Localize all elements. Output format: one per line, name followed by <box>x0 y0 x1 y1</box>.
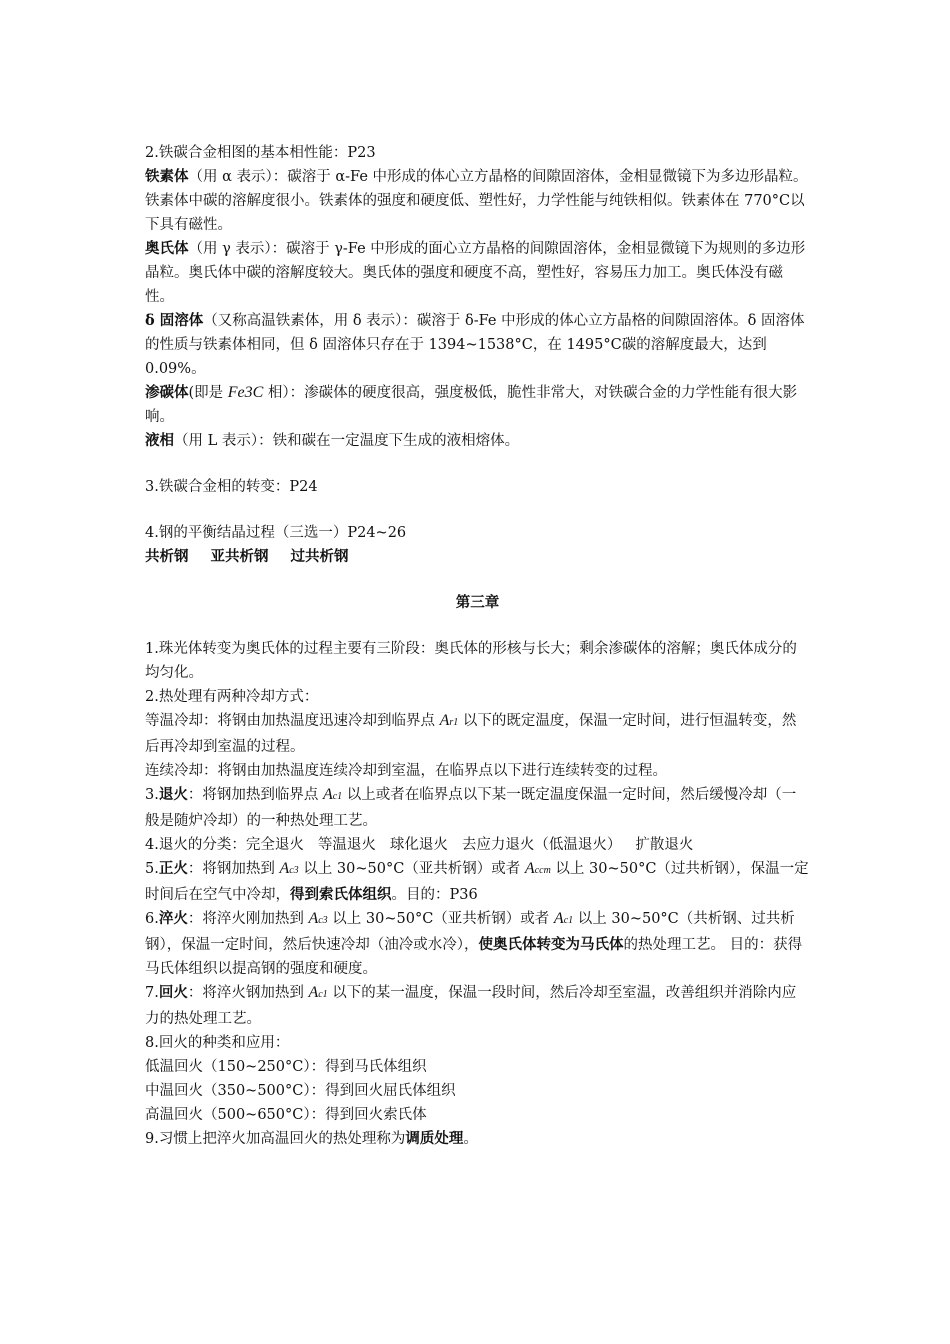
normalizing-paragraph <box>145 857 810 907</box>
q5-bold: 得到索氏体组织 <box>290 886 392 903</box>
q9-text-a: 9.习惯上把淬火加高温回火的热处理称为 <box>145 1131 406 1147</box>
q5-text-b: 以上 30~50°C（亚共析钢）或者 <box>298 861 525 877</box>
ch2-q2-heading: 2.铁碳合金相图的基本相性能：P23 <box>145 145 376 161</box>
liquid-text: （用 L 表示）：铁和碳在一定温度下生成的液相熔体。 <box>174 433 520 449</box>
q9-bold: 调质处理 <box>405 1130 464 1147</box>
q5-text-a: ：将钢加热到 <box>187 861 280 877</box>
austenite-paragraph <box>145 237 810 309</box>
q5-num: 5. <box>145 861 159 877</box>
iso-text-a: 等温冷却：将钢由加热温度迅速冷却到临界点 <box>145 713 440 729</box>
q7-num: 7. <box>145 985 159 1001</box>
isothermal-cooling <box>145 709 810 759</box>
cementite-paragraph <box>145 381 810 429</box>
q6-text-d: 的热处理工艺。 目的：获得马氏体组织以提高钢的强度和硬度。 <box>145 937 803 977</box>
q5-var1: A <box>279 860 290 877</box>
q6-text-b: 以上 30~50°C（亚共析钢）或者 <box>327 911 554 927</box>
temper-mid: 中温回火（350~500°C）：得到回火屈氏体组织 <box>145 1083 456 1099</box>
tempering-paragraph <box>145 981 810 1031</box>
q6-text-a: ：将淬火刚加热到 <box>187 911 309 927</box>
steel-types <box>145 545 810 569</box>
anneal-type-full: 完全退火 <box>245 837 304 853</box>
cementite-term: 渗碳体 <box>145 384 189 401</box>
delta-term: δ 固溶体 <box>145 312 204 329</box>
q5-var2: A <box>524 860 535 877</box>
q7-sub: c1 <box>318 989 328 1000</box>
delta-paragraph <box>145 309 810 381</box>
liquid-term: 液相 <box>145 432 174 449</box>
iso-text-b: 以下的既定温度，保温一定时间，进行恒温转变，然后再冷却到室温的过程。 <box>145 713 797 755</box>
temper-low: 低温回火（150~250°C）：得到马氏体组织 <box>145 1059 427 1075</box>
steel-hypereutectoid: 过共析钢 <box>290 548 349 565</box>
quenching-paragraph <box>145 907 810 981</box>
ch3-q9 <box>145 1127 810 1151</box>
anneal-type-spheroidizing: 球化退火 <box>389 837 448 853</box>
iso-var: A <box>439 712 450 729</box>
annealing-term: 退火 <box>158 786 188 803</box>
delta-text: （又称高温铁素体，用 δ 表示）：碳溶于 δ-Fe 中形成的体心立方晶格的间隙固溶体。δ 固溶体的性质与铁素体相同，但 δ 固溶体只存在于 1394~1538°C，在 1495°C碳的溶解度最大，达到 0.09%。 <box>145 313 805 377</box>
q6-text-c: 以上 30~50°C（共析钢、过共析钢），保温一定时间，然后快速冷却（油冷或水冷）， <box>145 911 795 953</box>
ch3-q8: 8.回火的种类和应用： <box>145 1035 290 1051</box>
q6-sub2: c1 <box>563 915 574 926</box>
austenite-term: 奥氏体 <box>145 240 189 257</box>
anneal-type-stress-relief: 去应力退火（低温退火） <box>461 837 622 853</box>
quenching-term: 淬火 <box>158 910 188 927</box>
steel-hypoeutectoid: 亚共析钢 <box>210 548 269 565</box>
q3-num: 3. <box>145 787 159 803</box>
ch2-q4-heading: 4.钢的平衡结晶过程（三选一）P24~26 <box>145 525 407 541</box>
q5-sub2: ccm <box>534 865 551 876</box>
q5-sub1: c3 <box>289 865 299 876</box>
ch2-q3-heading: 3.铁碳合金相的转变：P24 <box>145 479 318 495</box>
q7-text-b: 以下的某一温度，保温一段时间，然后冷却至室温，改善组织并消除内应力的热处理工艺。 <box>145 985 797 1027</box>
q7-var: A <box>308 984 319 1001</box>
ferrite-paragraph <box>145 165 810 237</box>
continuous-cooling: 连续冷却：将钢由加热温度连续冷却到室温，在临界点以下进行连续转变的过程。 <box>145 763 667 779</box>
steel-eutectoid: 共析钢 <box>145 548 189 565</box>
ch3-q1: 1.珠光体转变为奥氏体的过程主要有三阶段：奥氏体的形核与长大；剩余渗碳体的溶解；奥氏体成分的均匀化。 <box>145 641 797 681</box>
ferrite-text: （用 α 表示）：碳溶于 α-Fe 中形成的体心立方晶格的间隙固溶体，金相显微镜下为多边形晶粒。铁素体中碳的溶解度很小。铁素体的强度和硬度低、塑性好，力学性能与纯铁相似。铁素体在 770°C以下具有磁性。 <box>145 169 808 233</box>
q5-text-d: 。目的：P36 <box>391 887 478 903</box>
q3-sub: c1 <box>332 791 343 802</box>
cementite-formula: Fe3C <box>227 384 264 401</box>
ferrite-term: 铁素体 <box>145 168 189 185</box>
chapter-three-title: 第三章 <box>455 594 500 611</box>
q6-var2: A <box>553 910 564 927</box>
liquid-paragraph <box>145 429 810 453</box>
annealing-paragraph <box>145 783 810 833</box>
cementite-paren: (即是 <box>188 385 228 401</box>
ch3-q2: 2.热处理有两种冷却方式： <box>145 689 319 705</box>
document-page <box>145 141 810 1151</box>
temper-high: 高温回火（500~650°C）：得到回火索氏体 <box>145 1107 427 1123</box>
q3-text-a: ：将钢加热到临界点 <box>187 787 323 803</box>
q3-text-b: 以上或者在临界点以下某一既定温度保温一定时间，然后缓慢冷却（一般是随炉冷却）的一种热处理工艺。 <box>145 787 797 829</box>
q6-sub1: c3 <box>318 915 328 926</box>
iso-sub: r1 <box>449 717 459 728</box>
normalizing-term: 正火 <box>158 860 188 877</box>
annealing-types <box>145 833 810 857</box>
q3-var: A <box>322 786 333 803</box>
q4-label: 4.退火的分类： <box>145 837 246 853</box>
q7-text-a: ：将淬火钢加热到 <box>187 985 309 1001</box>
anneal-type-diffusion: 扩散退火 <box>635 837 694 853</box>
tempering-term: 回火 <box>158 984 188 1001</box>
q9-text-b: 。 <box>463 1131 478 1147</box>
q6-bold: 使奥氏体转变为马氏体 <box>478 936 624 953</box>
austenite-text: （用 γ 表示）：碳溶于 γ-Fe 中形成的面心立方晶格的间隙固溶体，金相显微镜下为规则的多边形晶粒。奥氏体中碳的溶解度较大。奥氏体的强度和硬度不高，塑性好，容易压力加工。奥氏体没有磁性。 <box>145 241 806 305</box>
q5-text-c: 以上 30~50°C（过共析钢），保温一定时间后在空气中冷却， <box>145 861 809 903</box>
cementite-text: 相）：渗碳体的硬度很高，强度极低，脆性非常大，对铁碳合金的力学性能有很大影响。 <box>145 385 798 425</box>
q6-num: 6. <box>145 911 159 927</box>
q6-var1: A <box>308 910 319 927</box>
anneal-type-isothermal: 等温退火 <box>317 837 376 853</box>
